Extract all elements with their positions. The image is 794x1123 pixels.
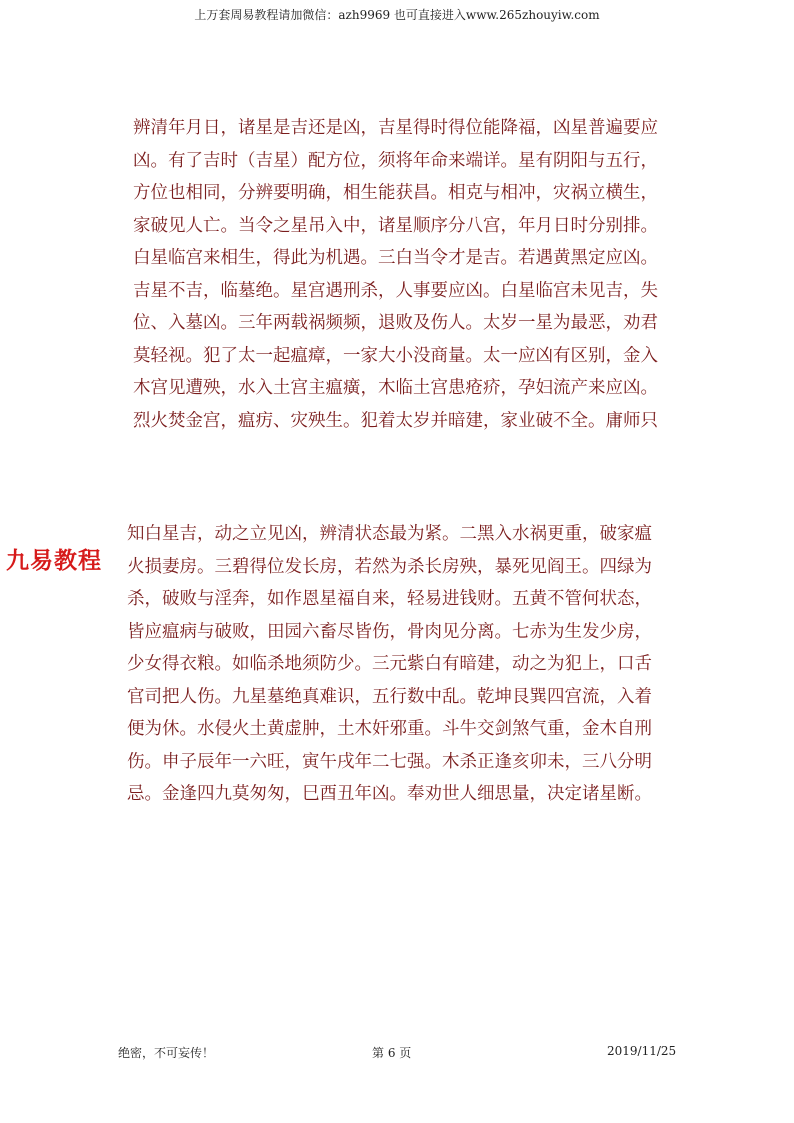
text-block-1 [133, 112, 693, 437]
text-line: 便为休。水侵火土黄虚肿，土木奸邪重。斗牛交剑煞气重，金木自刑 [127, 719, 652, 739]
text-line: 吉星不吉，临墓绝。星宫遇刑杀，人事要应凶。白星临宫未见吉，失 [133, 280, 658, 301]
text-line: 火损妻房。三碧得位发长房，若然为杀长房殃，暴死见阎王。四绿为 [127, 556, 652, 577]
footer-date: 2019/11/25 [607, 1044, 677, 1058]
text-line: 官司把人伤。九星墓绝真难识，五行数中乱。乾坤艮巽四宫流，入着 [127, 686, 652, 707]
text-line: 木宫见遭殃，水入土宫主瘟癀，木临土宫患疮疥，孕妇流产来应凶。 [133, 378, 658, 398]
text-line: 少女得衣粮。如临杀地须防少。三元紫白有暗建，动之为犯上，口舌 [127, 654, 652, 674]
text-block-2 [127, 518, 697, 811]
text-line: 位、入墓凶。三年两载祸频频，退败及伤人。太岁一星为最恶，劝君 [133, 313, 658, 333]
text-line: 皆应瘟病与破败，田园六畜尽皆伤，骨肉见分离。七赤为生发少房， [127, 621, 652, 642]
text-line: 辨清年月日，诸星是吉还是凶，吉星得时得位能降福，凶星普遍要应 [133, 118, 658, 138]
text-line: 莫轻视。犯了太一起瘟瘴，一家大小没商量。太一应凶有区别，金入 [133, 345, 658, 366]
text-line: 家破见人亡。当令之星吊入中，诸星顺序分八宫，年月日时分别排。 [133, 215, 658, 236]
watermark-label: 九易教程 [6, 548, 102, 574]
text-line: 知白星吉，动之立见凶，辨清状态最为紧。二黑入水祸更重，破家瘟 [127, 524, 652, 544]
text-line: 凶。有了吉时（吉星）配方位，须将年命来端详。星有阴阳与五行， [133, 150, 658, 171]
text-line: 烈火焚金宫，瘟疠、灾殃生。犯着太岁并暗建，家业破不全。庸师只 [133, 410, 658, 431]
text-line: 伤。申子辰年一六旺，寅午戌年二七强。木杀正逢亥卯未，三八分明 [127, 751, 652, 772]
footer-confidential-note: 绝密，不可妄传！ [118, 1046, 215, 1060]
page-header: 上万套周易教程请加微信：azh9969 也可直接进入www.265zhouyiw.com [194, 8, 600, 22]
text-line: 白星临宫来相生，得此为机遇。三白当令才是吉。若遇黄黑定应凶。 [133, 248, 658, 268]
footer-page-number: 第 6 页 [372, 1046, 412, 1060]
text-line: 忌。金逢四九莫匆匆，巳酉丑年凶。奉劝世人细思量，决定诸星断。 [127, 784, 652, 804]
text-line: 杀，破败与淫奔，如作恩星福自来，轻易进钱财。五黄不管何状态， [127, 589, 652, 609]
text-line: 方位也相同，分辨要明确，相生能获昌。相克与相冲，灾祸立横生， [133, 183, 658, 203]
